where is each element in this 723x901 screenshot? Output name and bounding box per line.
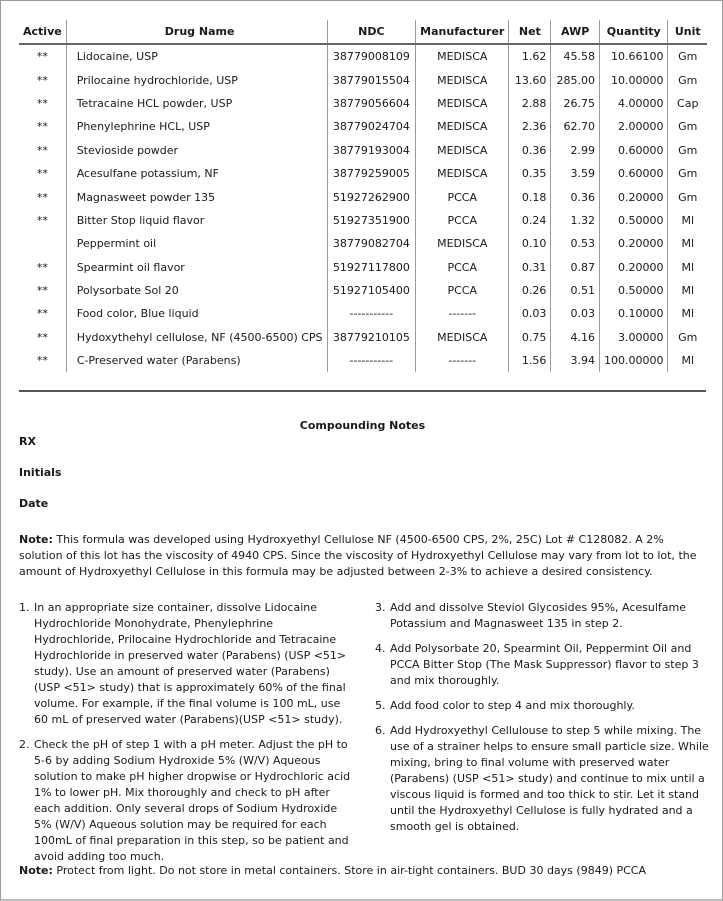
ndc-cell: 51927105400: [327, 279, 416, 302]
manufacturer-cell: MEDISCA: [416, 232, 509, 255]
quantity-cell: 0.20000: [599, 256, 668, 279]
drug-name-cell: Phenylephrine HCL, USP: [66, 115, 327, 138]
note-label: Note:: [19, 533, 53, 546]
steps-left-column: [19, 600, 354, 874]
quantity-cell: 0.60000: [599, 162, 668, 185]
unit-cell: Ml: [668, 209, 707, 232]
header-drug-name: Drug Name: [66, 20, 327, 44]
ndc-cell: 38779082704: [327, 232, 416, 255]
quantity-cell: 3.00000: [599, 326, 668, 349]
table-row: [19, 162, 707, 185]
header-net: Net: [509, 20, 551, 44]
table-row: [19, 279, 707, 302]
ingredients-table: [19, 20, 707, 372]
manufacturer-cell: PCCA: [416, 209, 509, 232]
ndc-cell: -----------: [327, 302, 416, 325]
drug-name-cell: Prilocaine hydrochloride, USP: [66, 68, 327, 91]
drug-name-cell: Tetracaine HCL powder, USP: [66, 92, 327, 115]
net-price-cell: 0.03: [509, 302, 551, 325]
manufacturer-cell: PCCA: [416, 185, 509, 208]
quantity-cell: 4.00000: [599, 92, 668, 115]
table-row: [19, 139, 707, 162]
compounding-notes-title: Compounding Notes: [299, 419, 426, 432]
awp-price-cell: 2.99: [551, 139, 600, 162]
quantity-cell: 0.60000: [599, 139, 668, 162]
net-price-cell: 2.36: [509, 115, 551, 138]
quantity-cell: 10.66100: [599, 44, 668, 68]
active-marker: **: [36, 354, 48, 368]
quantity-cell: 0.50000: [599, 279, 668, 302]
net-price-cell: 0.31: [509, 256, 551, 279]
step-item: [375, 600, 709, 632]
table-row: [19, 209, 707, 232]
manufacturer-cell: MEDISCA: [416, 44, 509, 68]
manufacturer-cell: MEDISCA: [416, 162, 509, 185]
awp-price-cell: 45.58: [551, 44, 600, 68]
formula-note: [19, 532, 709, 580]
table-row: [19, 92, 707, 115]
step-text: Add food color to step 4 and mix thoroughly.: [390, 699, 635, 712]
net-price-cell: 0.10: [509, 232, 551, 255]
active-marker: **: [36, 260, 48, 274]
unit-cell: Ml: [668, 232, 707, 255]
table-row: [19, 256, 707, 279]
ndc-cell: 51927351900: [327, 209, 416, 232]
quantity-cell: 10.00000: [599, 68, 668, 91]
active-marker: **: [36, 73, 48, 87]
rx-label: RX: [19, 435, 36, 448]
ndc-cell: 38779024704: [327, 115, 416, 138]
header-manufacturer: Manufacturer: [416, 20, 509, 44]
drug-name-cell: Bitter Stop liquid flavor: [66, 209, 327, 232]
unit-cell: Ml: [668, 279, 707, 302]
awp-price-cell: 26.75: [551, 92, 600, 115]
quantity-cell: 2.00000: [599, 115, 668, 138]
table-header-row: [19, 20, 707, 44]
active-marker: **: [36, 167, 48, 181]
quantity-cell: 0.10000: [599, 302, 668, 325]
unit-cell: Gm: [668, 115, 707, 138]
step-item: [19, 600, 354, 728]
awp-price-cell: 0.03: [551, 302, 600, 325]
ndc-cell: 38779015504: [327, 68, 416, 91]
drug-name-cell: Lidocaine, USP: [66, 44, 327, 68]
active-marker: **: [36, 143, 48, 157]
drug-name-cell: Peppermint oil: [66, 232, 327, 255]
step-item: [375, 698, 709, 714]
ndc-cell: 51927117800: [327, 256, 416, 279]
unit-cell: Cap: [668, 92, 707, 115]
awp-price-cell: 0.36: [551, 185, 600, 208]
active-marker: **: [36, 307, 48, 321]
step-text: Add and dissolve Steviol Glycosides 95%, Acesulfame Potassium and Magnasweet 135 in step 2.: [390, 601, 687, 630]
awp-price-cell: 285.00: [551, 68, 600, 91]
awp-price-cell: 0.51: [551, 279, 600, 302]
drug-name-cell: Food color, Blue liquid: [66, 302, 327, 325]
header-awp: AWP: [551, 20, 600, 44]
table-row: [19, 115, 707, 138]
ndc-cell: 38779259005: [327, 162, 416, 185]
drug-name-cell: Stevioside powder: [66, 139, 327, 162]
net-price-cell: 1.56: [509, 349, 551, 372]
steps-right-column: [375, 600, 709, 844]
unit-cell: Ml: [668, 349, 707, 372]
step-text: In an appropriate size container, dissolve Lidocaine Hydrochloride Monohydrate, Phenylephrine Hydrochloride, Prilocaine Hydrochloride and Tetracaine Hydrochloride in preserved water (Parabens) (USP <51> study). Use an amount of preserved water (Parabens)(USP <51> study) that is approximately 60% of the final volume. For example, if the final volume is 100 mL, use 60 mL of preserved water (Parabens)(USP <51> study).: [34, 601, 347, 726]
drug-name-cell: Spearmint oil flavor: [66, 256, 327, 279]
section-divider: [19, 390, 706, 392]
header-unit: Unit: [668, 20, 707, 44]
unit-cell: Ml: [668, 302, 707, 325]
unit-cell: Gm: [668, 185, 707, 208]
quantity-cell: 100.00000: [599, 349, 668, 372]
manufacturer-cell: MEDISCA: [416, 115, 509, 138]
table-row: [19, 44, 707, 68]
date-label: Date: [19, 497, 49, 510]
net-price-cell: 0.24: [509, 209, 551, 232]
awp-price-cell: 3.59: [551, 162, 600, 185]
step-text: Check the pH of step 1 with a pH meter. Adjust the pH to 5-6 by adding Sodium Hydroxide 5% (W/V) Aqueous solution to make pH higher dropwise or Hydrochloric acid 1% to lower pH. Mix thoroughly and check to pH after each addition. Only several drops of Sodium Hydroxide 5% (W/V) Aqueous solution may be required for each 100mL of final preparation in this step, so be patient and avoid adding too much.: [34, 738, 351, 863]
table-row: [19, 302, 707, 325]
manufacturer-cell: -------: [416, 349, 509, 372]
drug-name-cell: Acesulfane potassium, NF: [66, 162, 327, 185]
ndc-cell: 38779210105: [327, 326, 416, 349]
ndc-cell: 51927262900: [327, 185, 416, 208]
active-marker: **: [36, 50, 48, 64]
unit-cell: Ml: [668, 256, 707, 279]
awp-price-cell: 4.16: [551, 326, 600, 349]
net-price-cell: 2.88: [509, 92, 551, 115]
quantity-cell: 0.20000: [599, 185, 668, 208]
drug-name-cell: Magnasweet powder 135: [66, 185, 327, 208]
manufacturer-cell: MEDISCA: [416, 139, 509, 162]
header-ndc: NDC: [327, 20, 416, 44]
table-row: [19, 326, 707, 349]
storage-note-text: Protect from light. Do not store in metal containers. Store in air-tight containers. BUD 30 days (9849) PCCA: [52, 864, 646, 877]
header-active: Active: [19, 20, 66, 44]
awp-price-cell: 62.70: [551, 115, 600, 138]
awp-price-cell: 1.32: [551, 209, 600, 232]
quantity-cell: 0.20000: [599, 232, 668, 255]
net-price-cell: 1.62: [509, 44, 551, 68]
unit-cell: Gm: [668, 162, 707, 185]
formula-note-text: This formula was developed using Hydroxyethyl Cellulose NF (4500-6500 CPS, 2%, 25C) Lot # C128082. A 2% solution of this lot has the viscosity of 4940 CPS. Since the viscosity of Hydroxyethyl Cellulose may vary from lot to lot, the amount of Hydroxyethyl Cellulose in this formula may be adjusted between 2-3% to achieve a desired consistency.: [19, 533, 697, 578]
active-marker: **: [36, 190, 48, 204]
quantity-cell: 0.50000: [599, 209, 668, 232]
manufacturer-cell: -------: [416, 302, 509, 325]
note-label: Note:: [19, 864, 53, 877]
step-item: [19, 737, 354, 865]
active-marker: **: [36, 330, 48, 344]
ndc-cell: 38779193004: [327, 139, 416, 162]
step-number: 5.: [375, 699, 386, 712]
awp-price-cell: 0.87: [551, 256, 600, 279]
initials-label: Initials: [19, 466, 62, 479]
net-price-cell: 0.36: [509, 139, 551, 162]
net-price-cell: 0.26: [509, 279, 551, 302]
step-number: 2.: [19, 738, 30, 751]
step-number: 4.: [375, 642, 386, 655]
ndc-cell: 38779056604: [327, 92, 416, 115]
step-number: 6.: [375, 724, 386, 737]
manufacturer-cell: MEDISCA: [416, 326, 509, 349]
net-price-cell: 0.75: [509, 326, 551, 349]
drug-name-cell: Hydoxythehyl cellulose, NF (4500-6500) CPS: [66, 326, 327, 349]
storage-note: [19, 863, 709, 879]
unit-cell: Gm: [668, 326, 707, 349]
unit-cell: Gm: [668, 68, 707, 91]
header-quantity: Quantity: [599, 20, 668, 44]
table-row: [19, 232, 707, 255]
step-text: Add Polysorbate 20, Spearmint Oil, Peppermint Oil and PCCA Bitter Stop (The Mask Suppressor) flavor to step 3 and mix thoroughly.: [390, 642, 699, 687]
step-item: [375, 723, 709, 835]
unit-cell: Gm: [668, 44, 707, 68]
manufacturer-cell: PCCA: [416, 256, 509, 279]
manufacturer-cell: PCCA: [416, 279, 509, 302]
step-item: [375, 641, 709, 689]
manufacturer-cell: MEDISCA: [416, 68, 509, 91]
step-number: 3.: [375, 601, 386, 614]
step-number: 1.: [19, 601, 30, 614]
table-row: [19, 185, 707, 208]
active-marker: **: [36, 213, 48, 227]
net-price-cell: 0.35: [509, 162, 551, 185]
manufacturer-cell: MEDISCA: [416, 92, 509, 115]
active-marker: **: [36, 284, 48, 298]
table-row: [19, 68, 707, 91]
active-marker: **: [36, 120, 48, 134]
unit-cell: Gm: [668, 139, 707, 162]
net-price-cell: 13.60: [509, 68, 551, 91]
active-marker: [19, 232, 66, 255]
ndc-cell: -----------: [327, 349, 416, 372]
step-text: Add Hydroxyethyl Cellulouse to step 5 while mixing. The use of a strainer helps to ensure small particle size. While mixing, bring to final volume with preserved water (Parabens) (USP <51> study) and continue to mix until a viscous liquid is formed and too thick to stir. Let it stand until the Hydroxyethyl Cellulose is fully hydrated and a smooth gel is obtained.: [390, 724, 709, 833]
active-marker: **: [36, 96, 48, 110]
drug-name-cell: Polysorbate Sol 20: [66, 279, 327, 302]
net-price-cell: 0.18: [509, 185, 551, 208]
table-row: [19, 349, 707, 372]
ndc-cell: 38779008109: [327, 44, 416, 68]
awp-price-cell: 3.94: [551, 349, 600, 372]
awp-price-cell: 0.53: [551, 232, 600, 255]
drug-name-cell: C-Preserved water (Parabens): [66, 349, 327, 372]
